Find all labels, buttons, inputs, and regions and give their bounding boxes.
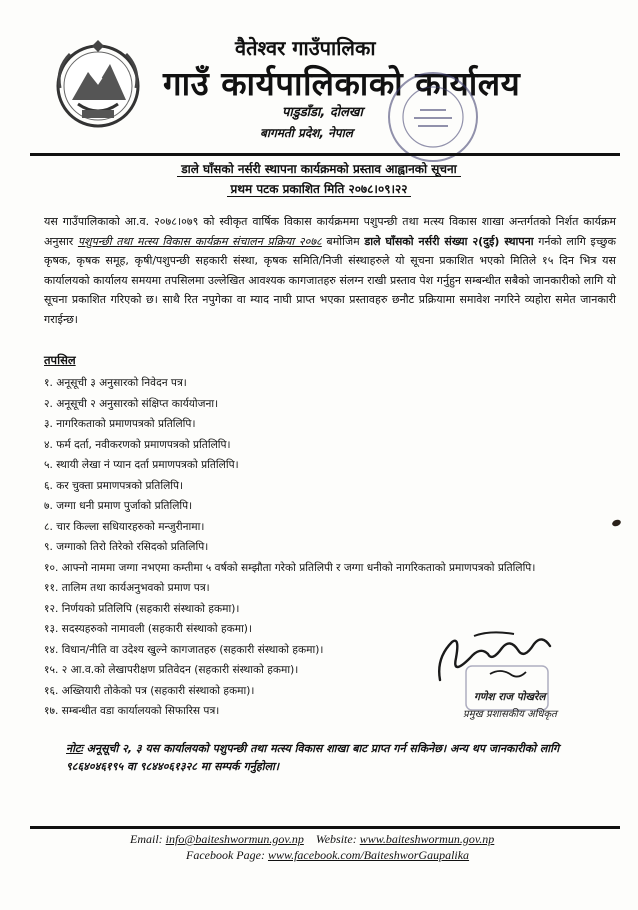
municipality-name: वैतेश्वर गाउँपालिका <box>235 36 376 60</box>
office-name: गाउँ कार्यपालिकाको कार्यालय <box>163 64 521 103</box>
website-link[interactable]: www.baiteshwormun.gov.np <box>359 832 495 846</box>
list-item: ८. चार किल्ला सधियारहरुको मन्जुरीनामा। <box>44 520 205 533</box>
list-item: १४. विधान/नीति वा उदेश्य खुल्ने कागजातहरु (सहकारी संस्थाको हकमा)। <box>44 643 324 656</box>
list-item: ७. जग्गा धनी प्रमाण पुर्जाको प्रतिलिपि। <box>44 500 193 512</box>
notice-body: यस गाउँपालिकाको आ.व. २०७८।०७९ को स्वीकृत वार्षिक विकास कार्यक्रममा पशुपन्छी तथा मत्स्य विकास शाखा अन्तर्गतको निर्शत कार्यक्रम अनुसार पशुपन्छी तथा मत्स्य विकास कार्यक्रम संचालन प्रक्रिया २०७८ बमोजिम डाले घाँसको नर्सरी संख्या २(दुई) स्थापना गर्नको लागि इच्छुक कृषक, कृषक समूह, कृषी/पशुपन्छी सहकारी संस्था, कृषक समिति/निजी संस्थाहरुले यो सूचना प्रकाशित भएको मितिले १५ दिन भित्र यस कार्यालयको कार्यालय समयमा तपसिलमा उल्लेखित आवश्यक कागजातहरु संलग्न राखी प्रस्ताव पेश गर्नुहुन सम्बन्धीत सबैको जानकारीको लागि यो सूचना प्रकाशित गरिएको छ। साथै रित नपुगेका वा म्याद नाघी प्राप्त भएका प्रस्तावहरु छनौट प्रक्रियामा समावेश नगरिने व्यहोरा समेत जानकारी गराईन्छ। <box>44 215 616 326</box>
list-item: ११. तालिम तथा कार्यअनुभवको प्रमाण पत्र। <box>44 582 210 594</box>
list-item: १. अनूसूची ३ अनुसारको निवेदन पत्र। <box>44 377 187 389</box>
office-address: पाडुडाँडा, दोलखा <box>282 105 363 120</box>
nursery-count: डाले घाँसको नर्सरी संख्या २(दुई) स्थापना <box>364 234 534 248</box>
header-divider <box>30 153 620 156</box>
list-item: ५. स्थायी लेखा नं प्यान दर्ता प्रमाणपत्रको प्रतिलिपि। <box>44 459 239 471</box>
signatory-name: गणेश राज पोखरेल <box>474 691 546 703</box>
footer-contact: Email: info@baiteshwormun.gov.np Website: www.baiteshwormun.gov.np <box>130 832 495 846</box>
list-item: १६. अख्तियारी तोकेको पत्र (सहकारी संस्थाको हकमा)। <box>44 684 255 697</box>
notice-title: डाले घाँसको नर्सरी स्थापना कार्यक्रमको प्रस्ताव आह्वानको सूचना <box>0 160 638 177</box>
facebook-link[interactable]: www.facebook.com/BaiteshworGaupalika <box>267 848 470 862</box>
list-item: १५. २ आ.व.को लेखापरीक्षण प्रतिवेदन (सहकारी संस्थाको हकमा)। <box>44 664 299 676</box>
list-item: १०. आफ्नो नाममा जग्गा नभएमा कम्तीमा ५ वर्षको सम्झौता गरेको प्रतिलिपी र जग्गा धनीको नागरिकताको प्रमाणपत्रको प्रतिलिपि। <box>44 561 536 574</box>
footer-facebook: Facebook Page: www.facebook.com/BaiteshworGaupalika <box>186 848 470 862</box>
publication-date: प्रथम पटक प्रकाशित मिति २०७८।०९।२२ <box>0 180 638 197</box>
email-link[interactable]: info@baiteshwormun.gov.np <box>165 832 304 846</box>
office-province: बागमती प्रदेश, नेपाल <box>260 126 353 140</box>
procedure-reference: पशुपन्छी तथा मत्स्य विकास कार्यक्रम संचालन प्रक्रिया २०७८ <box>77 234 322 248</box>
list-item: १७. सम्बन्धीत वडा कार्यालयको सिफारिस पत्र। <box>44 705 220 717</box>
list-item: २. अनूसूची २ अनुसारको संक्षिप्त कार्ययोजना। <box>44 397 219 410</box>
signatory-title: प्रमुख प्रशासकीय अधिकृत <box>463 709 557 720</box>
list-item: ३. नागरिकताको प्रमाणपत्रको प्रतिलिपि। <box>44 418 196 430</box>
list-item: १२. निर्णयको प्रतिलिपि (सहकारी संस्थाको हकमा)। <box>44 602 240 615</box>
list-item: ९. जग्गाको तिरो तिरेको रसिदको प्रतिलिपि। <box>44 541 209 553</box>
note-text: अनूसूची २, ३ यस कार्यालयको पशुपन्छी तथा मत्स्य विकास शाखा बाट प्राप्त गर्न सकिनेछ। अन्य थप जानकारीको लागि ९८६४०४६१९५ वा ९८४४०६१३२८ मा सम्पर्क गर्नुहोला। <box>66 742 560 773</box>
list-item: ४. फर्म दर्ता, नवीकरणको प्रमाणपत्रको प्रतिलिपि। <box>44 438 231 451</box>
contact-note <box>66 740 618 776</box>
footer-divider <box>30 826 620 829</box>
list-item: १३. सदस्यहरुको नामावली (सहकारी संस्थाको हकमा)। <box>44 623 252 635</box>
tapasil-heading: तपसिल <box>44 353 76 367</box>
office-stamp-icon <box>384 68 482 166</box>
nepal-emblem-icon <box>52 38 144 130</box>
note-label: नोटः <box>66 742 83 755</box>
list-item: ६. कर चुक्ता प्रमाणपत्रको प्रतिलिपि। <box>44 479 184 492</box>
